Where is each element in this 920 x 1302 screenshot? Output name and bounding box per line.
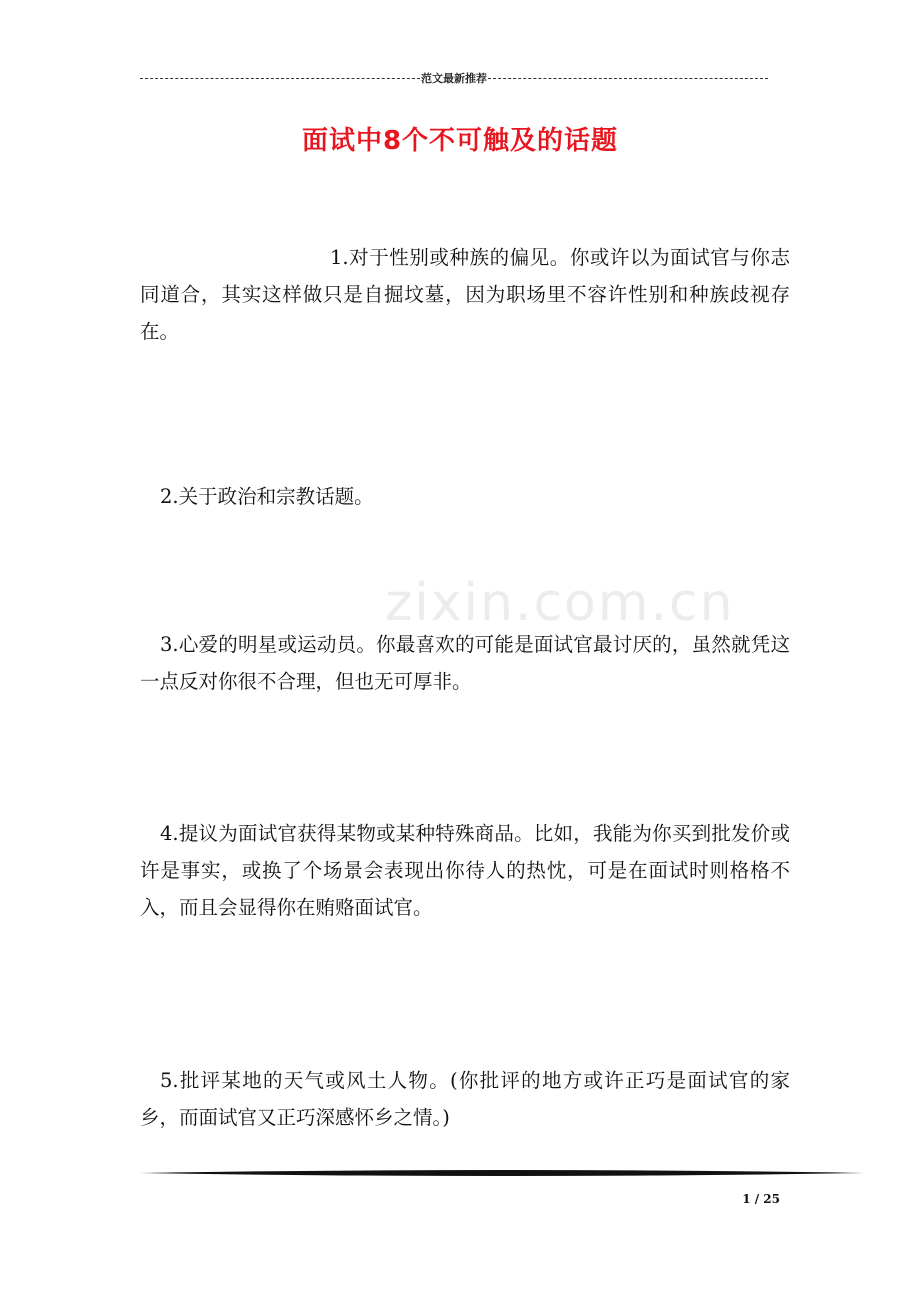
header-dashes-right [488,78,768,79]
paragraph-4: 4.提议为面试官获得某物或某种特殊商品。比如，我能为你买到批发价或许是事实，或换了个场景会表现出你待人的热忱，可是在面试时则格格不入，而且会显得你在贿赂面试官。 [140,822,790,919]
paragraph-2: 2.关于政治和宗教话题。 [160,485,374,508]
paragraph-1: 1.对于性别或种族的偏见。你或许以为面试官与你志同道合，其实这样做只是自掘坟墓，因为职场里不容许性别和种族歧视存在。 [140,246,790,343]
paragraph-5: 5.批评某地的天气或风土人物。(你批评的地方或许正巧是面试官的家乡，而面试官又正巧深感怀乡之情。) [140,1069,790,1129]
header-dashes-left [140,78,420,79]
watermark: zixin.com.cn [385,573,735,633]
document-title: 面试中8个不可触及的话题 [301,126,619,156]
paragraph-3: 3.心爱的明星或运动员。你最喜欢的可能是面试官最讨厌的，虽然就凭这一点反对你很不合理，但也无可厚非。 [140,633,790,693]
page-number: 1 / 25 [742,1192,780,1206]
header-label: 范文最新推荐 [421,72,487,85]
page-header [140,70,768,86]
footer-rule [140,1166,864,1180]
